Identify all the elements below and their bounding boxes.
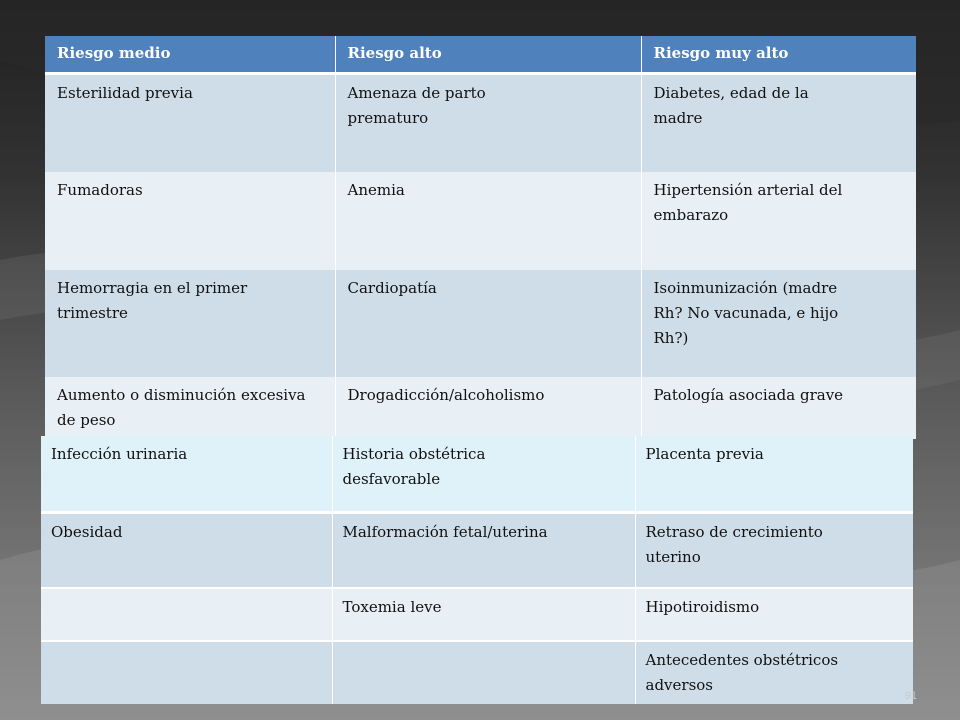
table-cell: Drogadicción/alcoholismo [335, 377, 641, 439]
table-row [41, 641, 913, 704]
table-header-row [45, 36, 916, 74]
header-riesgo-muy-alto: Riesgo muy alto [641, 36, 916, 74]
table-cell: Isoinmunización (madre Rh? No vacunada, e hijo Rh?) [641, 270, 916, 377]
table-cell: Patología asociada grave [641, 377, 916, 439]
table-cell: Placenta previa [635, 436, 913, 512]
table-cell: Aumento o disminución excesiva de peso [45, 377, 335, 439]
table-cell: Diabetes, edad de la madre [641, 74, 916, 172]
table-row [45, 172, 916, 270]
table-row [45, 377, 916, 439]
risk-table-bottom [41, 436, 913, 704]
table-cell: Anemia [335, 172, 641, 270]
table-row [45, 74, 916, 172]
table-cell: Cardiopatía [335, 270, 641, 377]
table-cell: Infección urinaria [41, 436, 332, 512]
table-cell: Hipertensión arterial del embarazo [641, 172, 916, 270]
table-row [41, 512, 913, 588]
table-row [41, 436, 913, 512]
header-riesgo-alto: Riesgo alto [335, 36, 641, 74]
table-cell: Esterilidad previa [45, 74, 335, 172]
page-number: 91 [904, 690, 917, 702]
table-cell: Retraso de crecimiento uterino [635, 512, 913, 588]
header-riesgo-medio: Riesgo medio [45, 36, 335, 74]
risk-table-top [45, 36, 916, 439]
table-cell [41, 641, 332, 704]
table-cell: Amenaza de parto prematuro [335, 74, 641, 172]
table-row [41, 588, 913, 641]
table-row [45, 270, 916, 377]
table-cell: Malformación fetal/uterina [332, 512, 635, 588]
table-cell: Hipotiroidismo [635, 588, 913, 641]
table-cell: Obesidad [41, 512, 332, 588]
table-cell [41, 588, 332, 641]
table-cell: Antecedentes obstétricos adversos [635, 641, 913, 704]
table-cell: Toxemia leve [332, 588, 635, 641]
table-cell [332, 641, 635, 704]
table-cell: Historia obstétrica desfavorable [332, 436, 635, 512]
table-cell: Fumadoras [45, 172, 335, 270]
table-cell: Hemorragia en el primer trimestre [45, 270, 335, 377]
